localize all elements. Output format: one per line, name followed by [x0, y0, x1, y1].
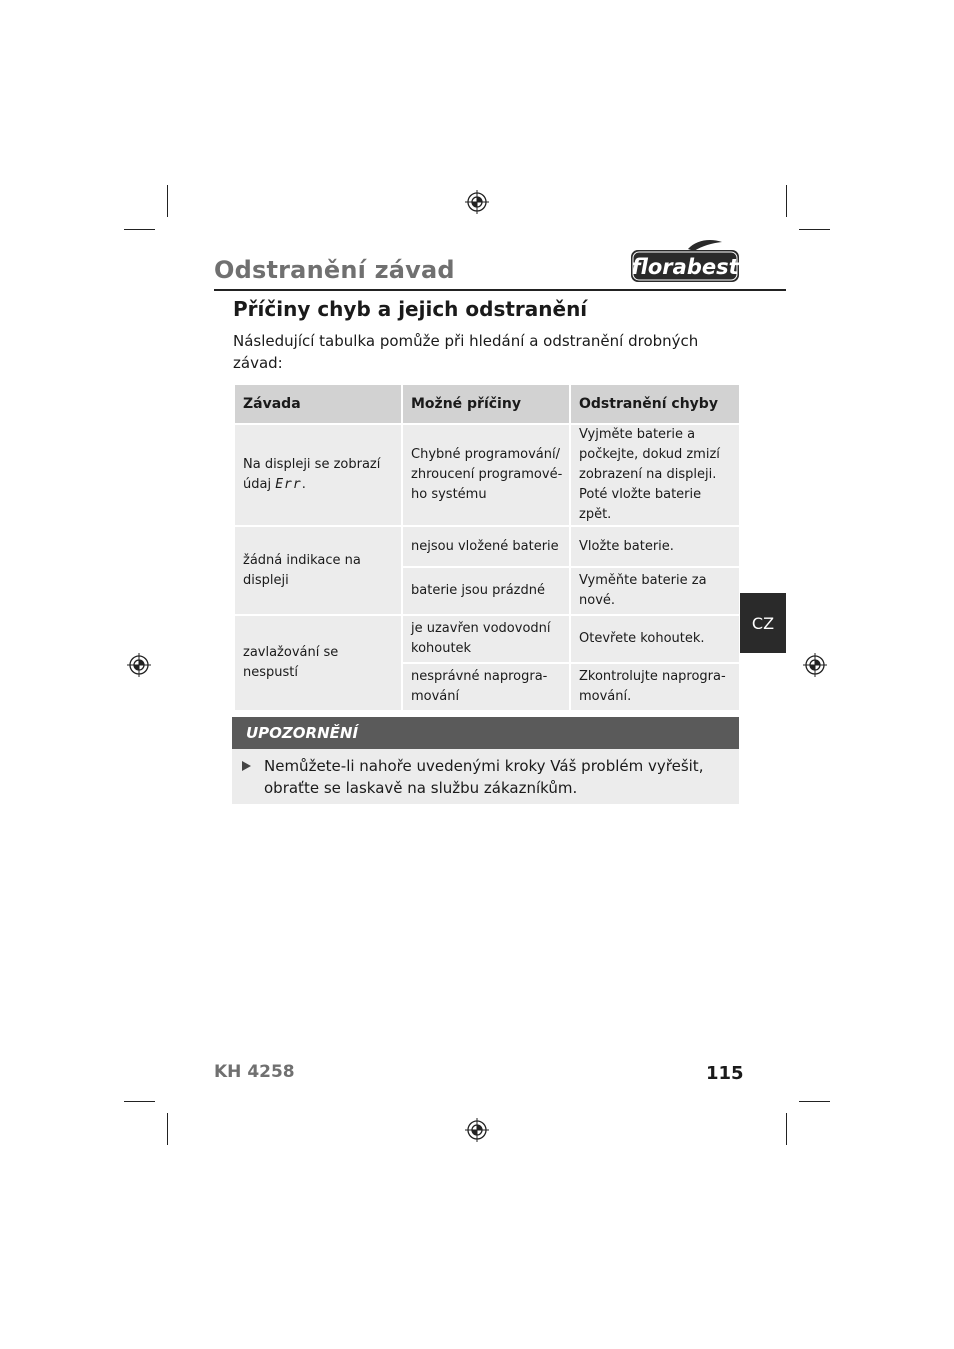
page-title: Odstranění závad	[214, 256, 455, 284]
table-row	[234, 424, 740, 526]
notice-body	[232, 749, 739, 804]
notice-text: Nemůžete-li nahoře uvedenými kroky Váš problém vyřešit, obraťte se laskavě na službu zákazníkům.	[264, 757, 704, 797]
cause-cell: Chybné programování/ zhroucení programové-ho systému	[402, 424, 570, 526]
notice-arrow-icon	[242, 761, 251, 771]
language-tab-label: CZ	[751, 613, 775, 633]
remedy-cell: Zkontrolujte naprogra-mování.	[570, 663, 740, 711]
section-title: Příčiny chyb a jejich odstranění	[233, 297, 588, 321]
intro-text: Následující tabulka pomůže při hledání a odstranění drobných závad:	[233, 332, 699, 372]
registration-mark-icon	[465, 190, 489, 214]
column-header-cause: Možné příčiny	[402, 384, 570, 424]
err-display-glyph: Err	[275, 477, 302, 492]
crop-mark-bottom-left-h	[124, 1101, 155, 1102]
fault-cell: žádná indikace na displeji	[234, 526, 402, 615]
title-rule	[214, 289, 786, 291]
remedy-cell: Vyjměte baterie a počkejte, dokud zmizí zobrazení na displeji. Poté vložte baterie zpět.	[570, 424, 740, 526]
page-number: 115	[706, 1063, 744, 1084]
logo-text: florabest	[631, 255, 739, 279]
footer-model: KH 4258	[214, 1062, 295, 1082]
crop-mark-top-left-v	[167, 185, 168, 217]
remedy-cell: Vyměňte baterie za nové.	[570, 567, 740, 615]
crop-mark-top-right-h	[799, 229, 830, 230]
fault-cell	[234, 424, 402, 526]
fault-table	[233, 383, 741, 712]
crop-mark-top-left-h	[124, 229, 155, 230]
crop-mark-top-right-v	[786, 185, 787, 217]
remedy-cell: Otevřete kohoutek.	[570, 615, 740, 663]
cause-cell: nesprávné naprogra-mování	[402, 663, 570, 711]
crop-mark-bottom-right-h	[799, 1101, 830, 1102]
notice-heading: UPOZORNĚNÍ	[232, 717, 739, 749]
column-header-remedy: Odstranění chyby	[570, 384, 740, 424]
registration-mark-icon	[127, 653, 151, 677]
crop-mark-bottom-right-v	[786, 1113, 787, 1145]
cause-cell: je uzavřen vodovodní kohoutek	[402, 615, 570, 663]
registration-mark-icon	[803, 653, 827, 677]
fault-cell: zavlažování se nespustí	[234, 615, 402, 711]
florabest-logo	[630, 239, 740, 285]
cause-cell: baterie jsou prázdné	[402, 567, 570, 615]
column-header-fault: Závada	[234, 384, 402, 424]
fault-text: Na displeji se zobrazí údaj	[243, 457, 381, 492]
table-row	[234, 615, 740, 663]
remedy-cell: Vložte baterie.	[570, 526, 740, 567]
fault-suffix: .	[301, 477, 306, 492]
language-tab	[740, 593, 786, 653]
table-row	[234, 526, 740, 567]
registration-mark-icon	[465, 1118, 489, 1142]
crop-mark-bottom-left-v	[167, 1113, 168, 1145]
table-header-row	[234, 384, 740, 424]
cause-cell: nejsou vložené baterie	[402, 526, 570, 567]
